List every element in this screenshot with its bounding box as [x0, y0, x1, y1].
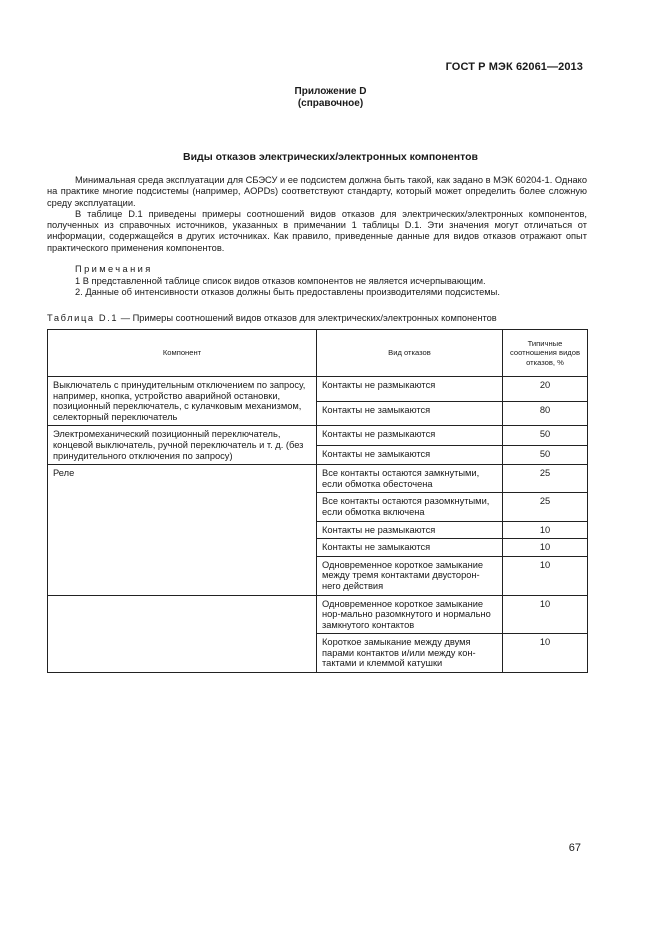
ratio-cell: 10	[503, 595, 588, 634]
failure-mode-cell: Короткое замыкание между двумя парами контактов и/или между кон-тактами и клеммой катушки	[317, 634, 503, 673]
failure-mode-cell: Все контакты остаются разомкнутыми, если обмотка включена	[317, 493, 503, 521]
component-cell: Реле	[48, 465, 317, 595]
notes-block	[75, 264, 587, 299]
failure-mode-cell: Все контакты остаются замкнутыми, если обмотка обесточена	[317, 465, 503, 493]
failure-mode-cell: Контакты не размыкаются	[317, 377, 503, 402]
paragraph: В таблице D.1 приведены примеры соотношений видов отказов для электрических/электронных компонентов, полученных из справочных источников, указанных в примечании 1 таблицы D.1. Эти значения могут отличаться от информации, содержащейся в других источниках. Как правило, приведенные данные для видов отказов отражают опыт практического применения компонентов.	[47, 208, 587, 253]
notes-heading: Примечания	[75, 264, 153, 274]
ratio-cell: 10	[503, 556, 588, 595]
component-cell: Электромеханический позиционный переключатель, концевой выключатель, ручной переключатель и т. д. (без принудительного отключения по запросу)	[48, 426, 317, 465]
header-ratio: Типичные соотношения видов отказов, %	[503, 330, 588, 377]
table-row	[48, 465, 588, 493]
page-number: 67	[568, 842, 581, 854]
table-header-row	[48, 330, 588, 377]
ratio-cell: 25	[503, 465, 588, 493]
component-cell: Выключатель с принудительным отключением по запросу, например, кнопка, устройство аварийной остановки, позиционный переключатель, с кулачковым механизмом, селекторный переключатель	[48, 377, 317, 426]
failure-mode-cell: Одновременное короткое замыкание нор-мально разомкнутого и нормально замкнутого контактов	[317, 595, 503, 634]
component-cell	[48, 595, 317, 673]
failure-mode-cell: Контакты не замыкаются	[317, 539, 503, 557]
ratio-cell: 10	[503, 634, 588, 673]
failure-mode-cell: Одновременное короткое замыкание между тремя контактами двусторон-него действия	[317, 556, 503, 595]
annex-subtitle: (справочное)	[297, 98, 364, 109]
standard-code: ГОСТ Р МЭК 62061—2013	[445, 61, 583, 73]
failure-modes-table	[47, 329, 588, 673]
table-caption	[47, 312, 497, 324]
table-row	[48, 377, 588, 402]
table-row	[48, 595, 588, 634]
ratio-cell: 50	[503, 426, 588, 445]
table-caption-text: — Примеры соотношений видов отказов для электрических/электронных компонентов	[118, 313, 497, 323]
ratio-cell: 20	[503, 377, 588, 402]
ratio-cell: 80	[503, 401, 588, 426]
ratio-cell: 10	[503, 521, 588, 539]
failure-mode-cell: Контакты не размыкаются	[317, 521, 503, 539]
failure-mode-cell: Контакты не размыкаются	[317, 426, 503, 445]
failure-mode-cell: Контакты не замыкаются	[317, 445, 503, 464]
annex-heading	[0, 86, 661, 110]
table-row	[48, 426, 588, 445]
ratio-cell: 25	[503, 493, 588, 521]
ratio-cell: 50	[503, 445, 588, 464]
note-item: 2. Данные об интенсивности отказов должны быть предоставлены производителями подсистемы.	[75, 287, 500, 298]
section-title: Виды отказов электрических/электронных компонентов	[183, 151, 478, 163]
table-caption-label: Таблица D.1	[47, 313, 119, 323]
paragraph: Минимальная среда эксплуатации для СБЭСУ и ее подсистем должна быть такой, как задано в МЭК 60204-1. Однако на практике многие подсистемы (например, AOPDs) соответствуют стандарту, который может определить более сложную среду эксплуатации.	[47, 175, 587, 208]
header-failure-mode: Вид отказов	[317, 330, 503, 377]
annex-title: Приложение D	[294, 86, 367, 97]
header-component: Компонент	[48, 330, 317, 377]
failure-mode-cell: Контакты не замыкаются	[317, 401, 503, 426]
ratio-cell: 10	[503, 539, 588, 557]
note-item: 1 В представленной таблице список видов отказов компонентов не является исчерпывающим.	[75, 275, 486, 286]
body-text	[47, 175, 587, 254]
